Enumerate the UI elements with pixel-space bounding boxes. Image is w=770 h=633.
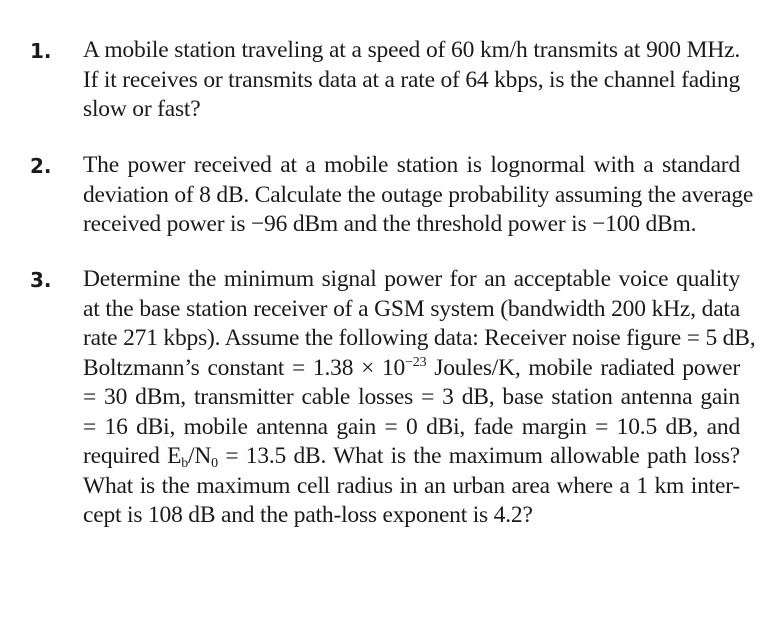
- subscript: 0: [211, 456, 218, 471]
- problem-number: 2.: [30, 154, 52, 178]
- text-line: received power is −96 dBm and the threshold power is −100 dBm.: [83, 211, 697, 237]
- text-line: The power received at a mobile station is lognormal with a standard: [83, 152, 740, 178]
- text-line: = 16 dBi, mobile antenna gain = 0 dBi, fade margin = 10.5 dB, and: [83, 413, 740, 440]
- text-line: deviation of 8 dB. Calculate the outage probability assuming the average: [83, 181, 754, 208]
- text-run: = 13.5 dB. What is the maximum allowable path loss?: [217, 443, 740, 469]
- problem-text: [83, 151, 754, 240]
- problem-number: 1.: [30, 39, 52, 63]
- text-line: slow or fast?: [83, 96, 201, 122]
- problem-text: [83, 265, 756, 531]
- problem-text: [83, 36, 740, 125]
- text-line: Determine the minimum signal power for an acceptable voice quality: [83, 266, 740, 292]
- text-run: Boltzmann’s constant = 1.38 × 10: [83, 354, 406, 381]
- text-line: A mobile station traveling at a speed of 60 km/h transmits at 900 MHz.: [83, 37, 740, 63]
- text-run: required E: [83, 443, 182, 469]
- text-line: cept is 108 dB and the path-loss exponent is 4.2?: [83, 502, 533, 528]
- problem-1: [30, 36, 740, 125]
- problem-number: 3.: [30, 268, 52, 292]
- text-line-eb-n0: [83, 442, 740, 472]
- problem-2: [30, 151, 754, 240]
- text-run: Joules/K, mobile radiated power: [426, 354, 741, 381]
- text-line: at the base station receiver of a GSM system (bandwidth 200 kHz, data: [83, 295, 740, 322]
- problem-3: [30, 265, 756, 531]
- text-line: What is the maximum cell radius in an urban area where a 1 km inter-: [83, 472, 740, 499]
- text-run: /N: [188, 443, 212, 469]
- text-line: = 30 dBm, transmitter cable losses = 3 dB, base station antenna gain: [83, 384, 740, 410]
- text-line-boltzmann: [83, 354, 740, 384]
- exponent: −23: [405, 354, 427, 370]
- text-line: rate 271 kbps). Assume the following data: Receiver noise figure = 5 dB,: [83, 325, 756, 351]
- subscript: b: [181, 456, 189, 471]
- text-line: If it receives or transmits data at a rate of 64 kbps, is the channel fading: [83, 66, 740, 93]
